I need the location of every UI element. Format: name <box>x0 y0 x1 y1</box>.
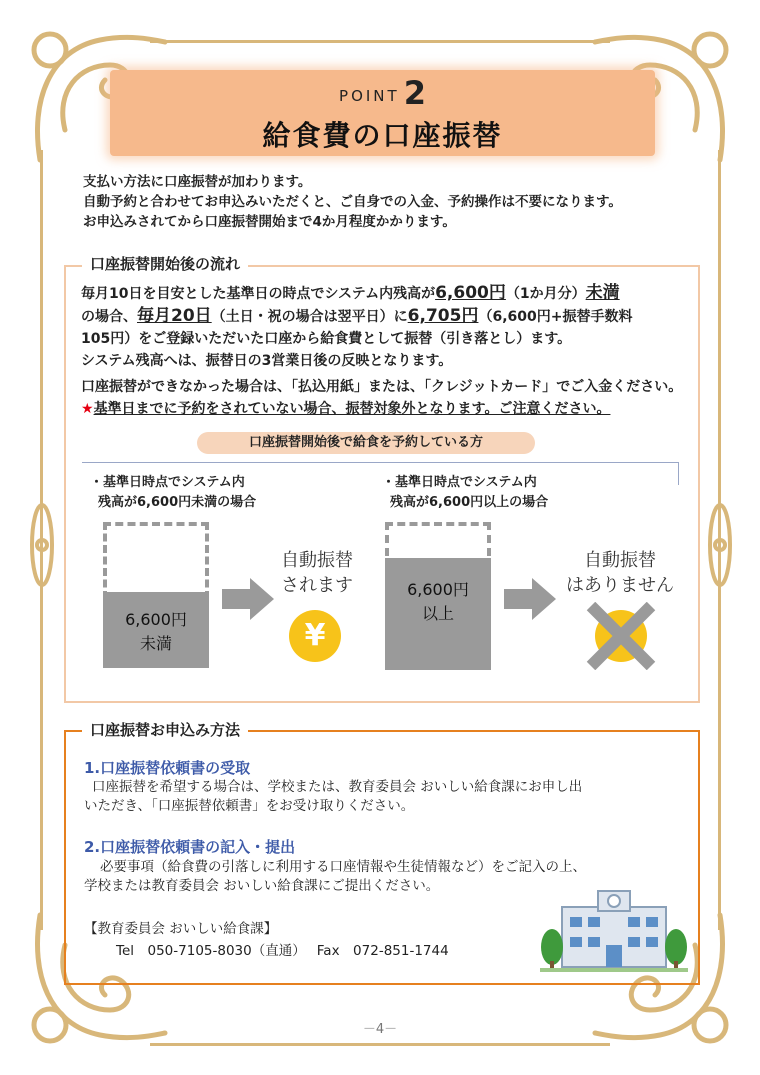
page-number: －4－ <box>362 1022 398 1037</box>
case1-result <box>262 548 372 598</box>
flow-text-part: （土日・祝の場合は翌平日）に <box>211 309 408 325</box>
intro-text <box>83 172 622 232</box>
star-icon: ★ <box>81 401 94 417</box>
contact-org: 【教育委員会 おいしい給食課】 <box>84 921 278 937</box>
flow-description <box>81 282 682 420</box>
debit-date: 毎月20日 <box>137 306 212 326</box>
step1-line: いただき、「口座振替依頼書」をお受け取りください。 <box>84 798 415 814</box>
point-label <box>110 74 655 112</box>
flow-line-6 <box>81 398 682 420</box>
case2-result-line: はありません <box>566 575 674 596</box>
case1-balance-condition: 未満 <box>139 634 172 653</box>
case1-balance-block <box>103 592 209 668</box>
case2-label-line: 残高が6,600円以上の場合 <box>390 495 549 510</box>
flow-line-5: 口座振替ができなかった場合は、「払込用紙」または、「クレジットカード」でご入金ください。 <box>81 379 683 395</box>
intro-line: お申込みされてから口座振替開始まで4か月程度かかります。 <box>83 214 456 230</box>
side-ornament-left <box>26 490 58 600</box>
intro-line: 自動予約と合わせてお申込みいただくと、ご自身での入金、予約操作は不要になります。 <box>83 194 622 210</box>
case1-label <box>90 473 256 513</box>
flow-text-part: （1か月分） <box>505 286 586 302</box>
case1-result-line: されます <box>281 575 353 596</box>
case2-label <box>382 473 548 513</box>
case2-label-line: ・基準日時点でシステム内 <box>382 475 537 490</box>
step2-line: 学校または教育委員会 おいしい給食課にご提出ください。 <box>84 878 440 894</box>
page-title: 給食費の口座振替 <box>262 119 503 152</box>
case2-balance-amount: 6,600円 <box>407 580 469 599</box>
point-number: 2 <box>403 74 426 112</box>
flow-section-title: 口座振替開始後の流れ <box>82 253 248 274</box>
flow-text-part: （6,600円+振替手数料 <box>478 309 633 325</box>
case2-result <box>560 548 680 598</box>
contact-info <box>84 918 449 962</box>
point-word: POINT <box>339 87 400 105</box>
case2-balance-block <box>385 558 491 670</box>
frame-bottom-line <box>150 1043 610 1046</box>
step2-text <box>84 858 586 896</box>
threshold-amount: 6,600円 <box>435 283 506 303</box>
school-building-icon <box>540 885 688 973</box>
flow-line-1 <box>81 282 682 305</box>
intro-line: 支払い方法に口座振替が加わります。 <box>83 174 312 190</box>
flow-warning: 基準日までに予約をされていない場合、振替対象外となります。ご注意ください。 <box>93 401 611 417</box>
step1-line: 口座振替を希望する場合は、学校または、教育委員会 おいしい給食課にお申し出 <box>92 779 583 795</box>
flow-line-2 <box>81 305 682 328</box>
arrow-right-icon <box>504 578 556 620</box>
case1-label-line: 残高が6,600円未満の場合 <box>98 495 257 510</box>
diagram-title: 口座振替開始後で給食を予約している方 <box>197 432 535 454</box>
yen-coin-icon: ¥ <box>289 610 341 662</box>
crossed-coin-icon <box>585 602 657 670</box>
flow-line-4: システム残高へは、振替日の3営業日後の反映となります。 <box>81 353 453 369</box>
case1-label-line: ・基準日時点でシステム内 <box>90 475 245 490</box>
point-header <box>110 70 655 156</box>
case1-result-line: 自動振替 <box>281 550 353 571</box>
step1-text <box>84 778 582 816</box>
threshold-condition: 未満 <box>585 283 620 303</box>
step1-heading: 1.口座振替依頼書の受取 <box>84 759 251 777</box>
contact-phone-fax: Tel 050-7105-8030（直通） Fax 072-851-1744 <box>116 943 449 959</box>
debit-amount: 6,705円 <box>407 306 479 326</box>
flow-text-part: 毎月10日を目安とした基準日の時点でシステム内残高が <box>81 286 436 302</box>
flow-text-part: の場合、 <box>81 309 137 325</box>
case2-result-line: 自動振替 <box>584 550 656 571</box>
frame-top-line <box>150 40 610 43</box>
flow-line-3: 105円）をご登録いただいた口座から給食費として振替（引き落とし）ます。 <box>81 331 572 347</box>
side-ornament-right <box>704 490 736 600</box>
case1-balance-amount: 6,600円 <box>125 610 187 629</box>
case2-balance-condition: 以上 <box>421 604 454 623</box>
apply-section-title: 口座振替お申込み方法 <box>82 719 248 740</box>
step2-heading: 2.口座振替依頼書の記入・提出 <box>84 838 296 856</box>
step2-line: 必要事項（給食費の引落しに利用する口座情報や生徒情報など）をご記入の上、 <box>100 859 586 875</box>
